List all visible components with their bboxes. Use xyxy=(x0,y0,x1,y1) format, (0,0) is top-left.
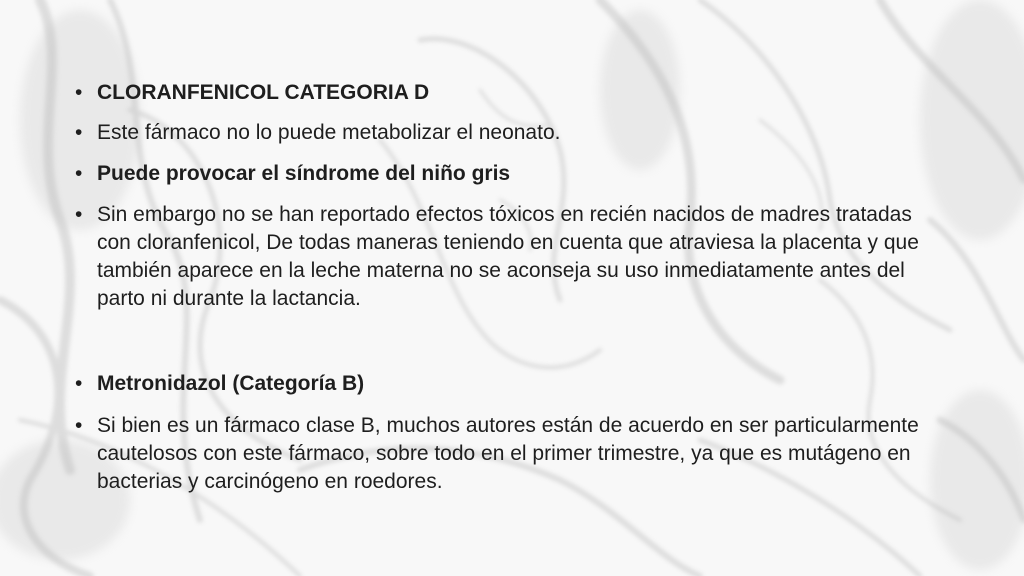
bullet-text: Sin embargo no se han reportado efectos tóxicos en recién nacidos de madres tratadas con cloranfenicol, De todas maneras teniendo en cuenta que atraviesa la placenta y que también aparece en la leche materna no se aconseja su uso inmediatamente antes del parto ni durante la lactancia. xyxy=(97,203,919,310)
bullet-text: Metronidazol (Categoría B) xyxy=(97,372,365,395)
bullet-text: Puede provocar el síndrome del niño gris xyxy=(97,162,511,185)
bullet-text: CLORANFENICOL CATEGORIA D xyxy=(97,81,430,104)
bullet-marker: • xyxy=(75,414,83,437)
bullet-text: Este fármaco no lo puede metabolizar el neonato. xyxy=(97,121,561,144)
bullet-text: Si bien es un fármaco clase B, muchos autores están de acuerdo en ser particularmente cautelosos con este fármaco, sobre todo en el primer trimestre, ya que es mutágeno en bacterias y carcinógeno en roedores. xyxy=(97,414,919,493)
bullet-marker: • xyxy=(75,372,83,395)
bullet-marker: • xyxy=(75,203,83,226)
bullet-marker: • xyxy=(75,81,83,104)
bullet-marker: • xyxy=(75,162,83,185)
bullet-marker: • xyxy=(75,121,83,144)
